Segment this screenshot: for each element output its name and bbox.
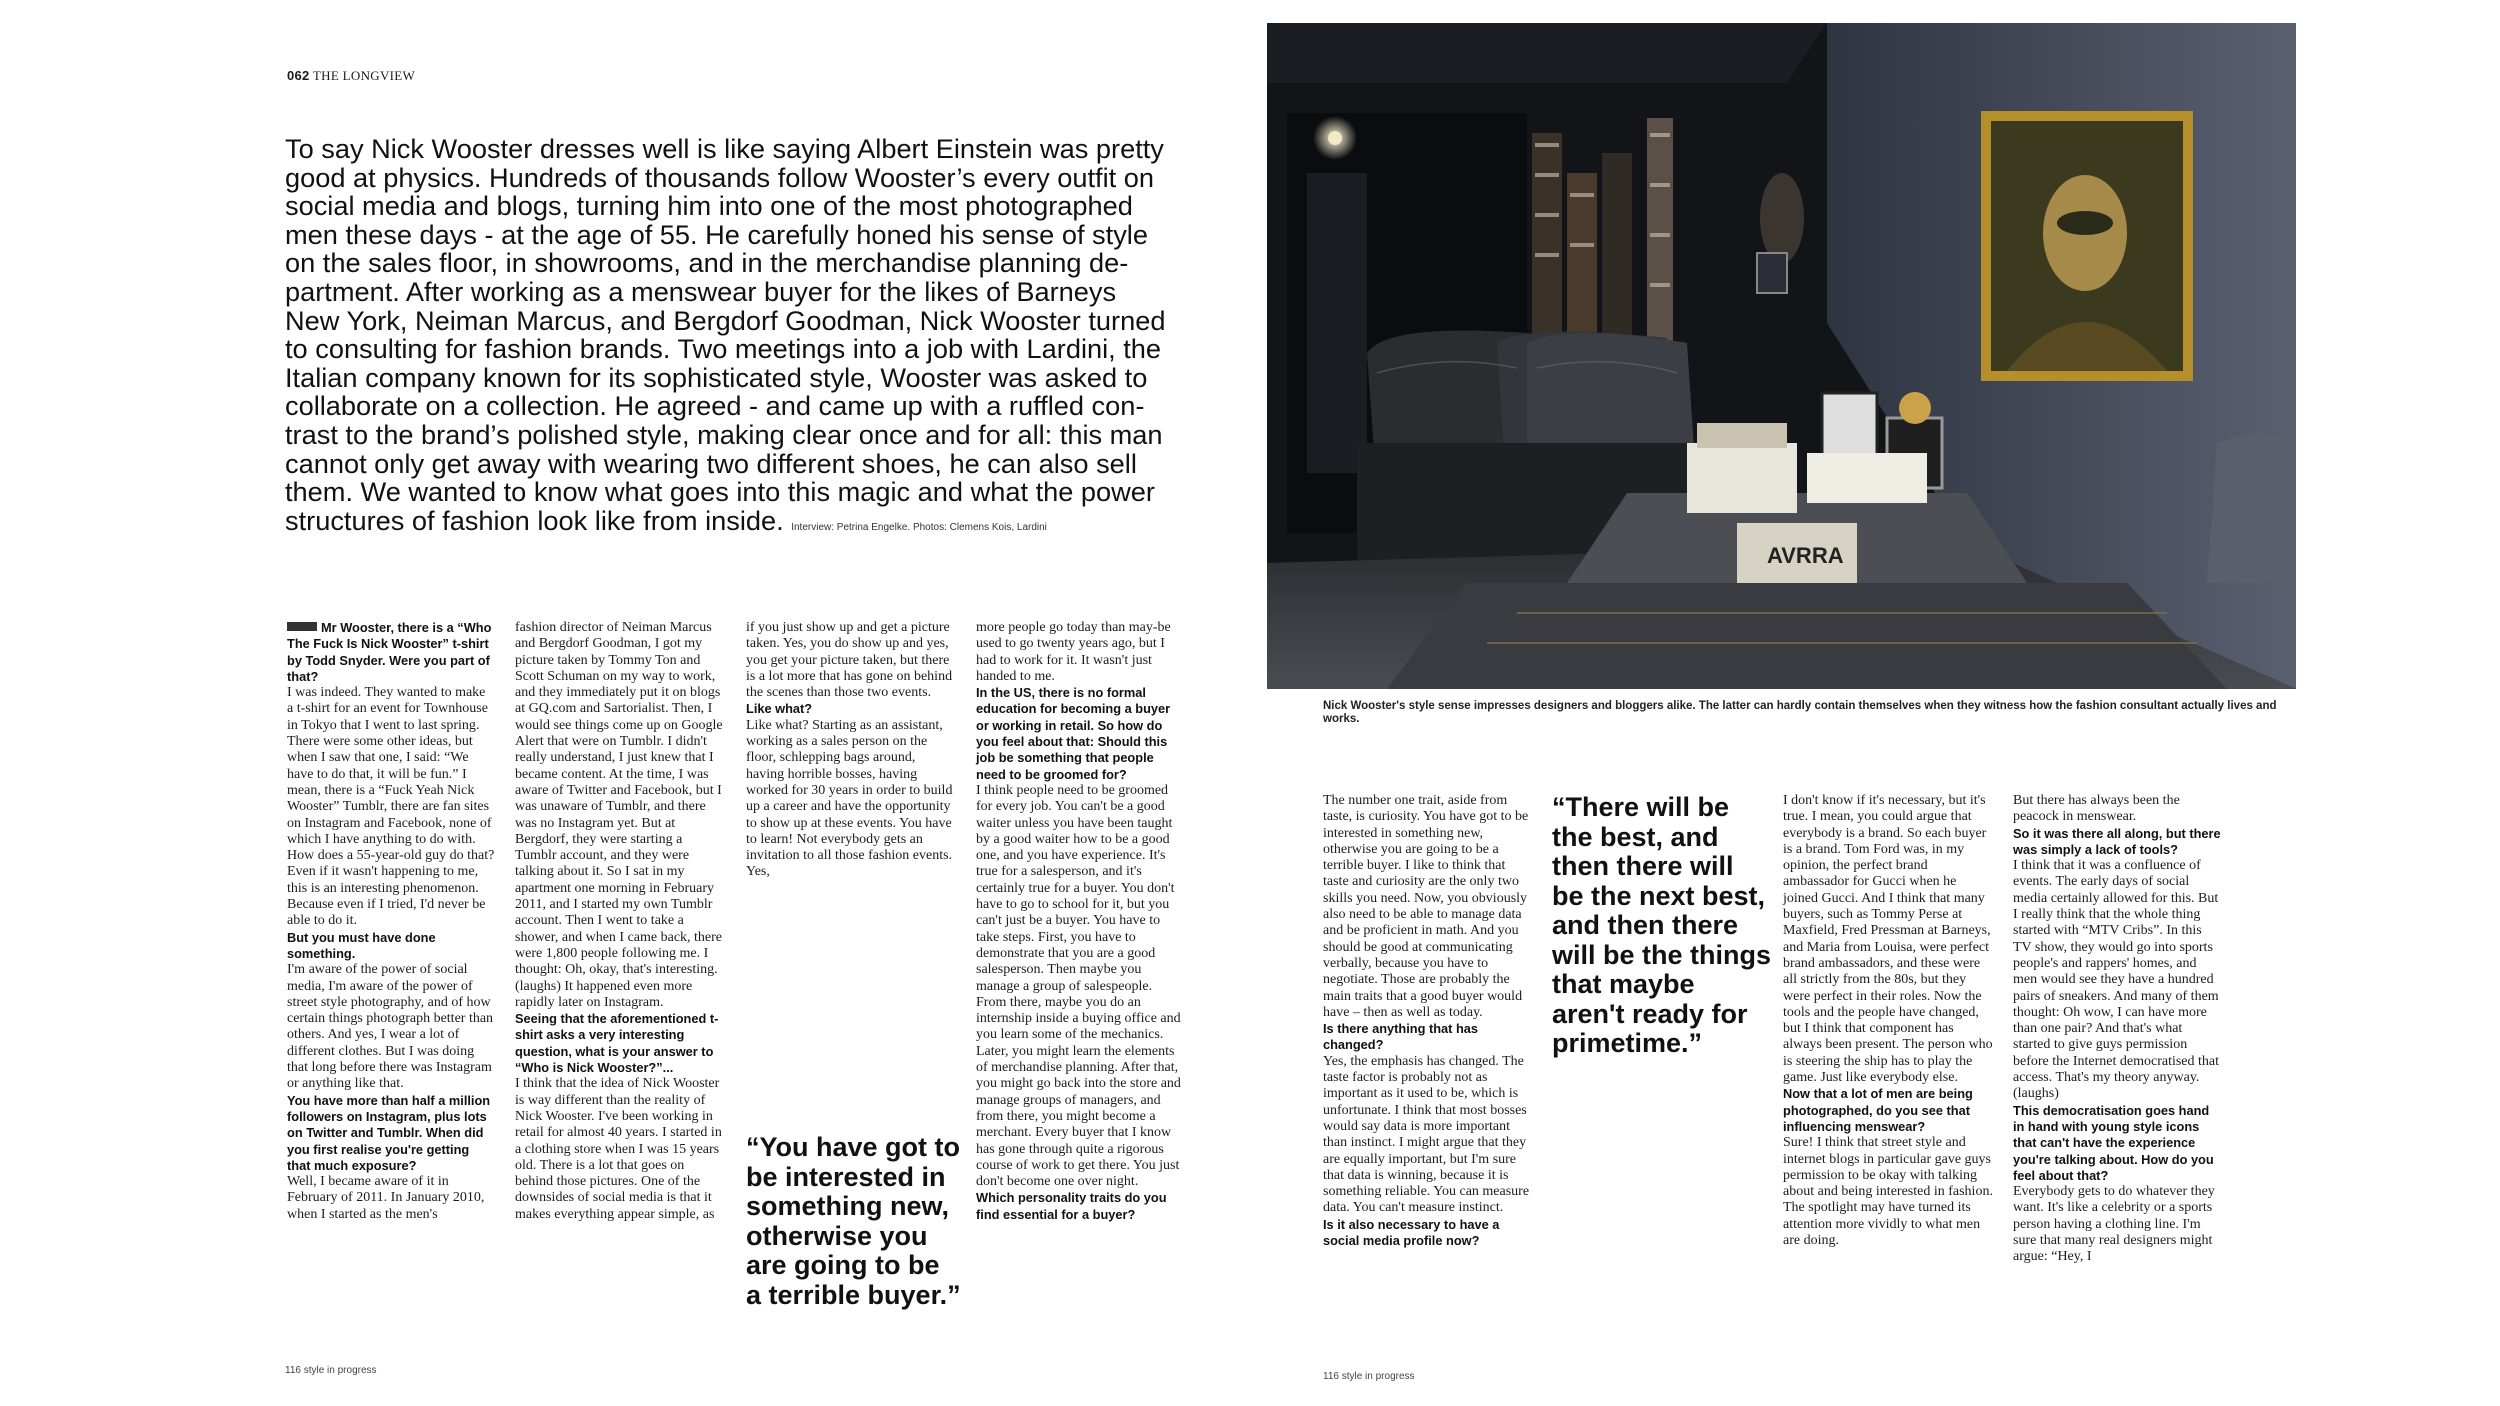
question: Is there anything that has changed? bbox=[1323, 1021, 1479, 1053]
question: Now that a lot of men are being photographed, do you see that influencing menswear? bbox=[1783, 1086, 1973, 1134]
answer: if you just show up and get a picture taken. Yes, you do show up and yes, you get your picture taken, but there is a lot more that has gone on behind the scenes than those two events. bbox=[746, 620, 953, 701]
question: Seeing that the aforementioned t-shirt asks a very interesting question, what is your answer to “Who is Nick Wooster?”... bbox=[515, 1011, 719, 1076]
intro-last-line: structures of fashion look like from inside. bbox=[285, 504, 784, 536]
question: Is it also necessary to have a social media profile now? bbox=[1323, 1216, 1500, 1249]
text-column-4 bbox=[976, 620, 1184, 1223]
section-marker-bar bbox=[287, 622, 317, 631]
running-header bbox=[287, 68, 415, 84]
text-column-6 bbox=[1783, 793, 1993, 1249]
answer: I don't know if it's necessary, but it's true. I mean, you could argue that everybody is a brand. So each buyer is a brand. Tom Ford was, in my opinion, the perfect brand ambassador for Gucci when he joined Gucci. And I think that many buyers, such as Tommy Perse at Maxfield, Fred Pressman at Barneys, and Maria from Louisa, were perfect brand ambassadors, and these were all strictly from the 80s, but they were perfect in their roles. Now the tools and the people have changed, but I think that component has always been present. The person who is steering the ship has to play the game. Just like everybody else. bbox=[1783, 793, 1993, 1086]
intro-line: partment. After working as a menswear buyer for the likes of Barneys bbox=[285, 275, 1117, 307]
intro-line: collaborate on a collection. He agreed - and came up with a ruffled con- bbox=[285, 390, 1145, 422]
book-spine-text: AVRRA bbox=[1767, 543, 1844, 568]
intro-line: New York, Neiman Marcus, and Bergdorf Goodman, Nick Wooster turned bbox=[285, 304, 1166, 336]
page-footer: 116 style in progress bbox=[1323, 1371, 1415, 1382]
question: In the US, there is no formal education for becoming a buyer or working in retail. So how do you feel about that: Should this job be something that people need to be groomed for? bbox=[976, 685, 1171, 782]
page-footer: 116 style in progress bbox=[285, 1365, 377, 1376]
intro-line: to consulting for fashion brands. Two meetings into a job with Lardini, the bbox=[285, 333, 1162, 365]
question: Like what? bbox=[746, 701, 813, 717]
right-page bbox=[1240, 0, 2500, 1406]
intro-line: trast to the brand’s polished style, making clear once and for all: this man bbox=[285, 418, 1163, 450]
question: So it was there all along, but there was simply a lack of tools? bbox=[2013, 825, 2221, 857]
intro-line: cannot only get away with wearing two different shoes, he can also sell bbox=[285, 447, 1137, 479]
text-column-3 bbox=[746, 620, 954, 881]
answer: I think people need to be groomed for every job. You can't be a good waiter unless you have been taught by a good waiter how to be a good one, and you have experience. It's true for a salesperson, and it's certainly true for a buyer. You don't have to go to school for it, but you can't just be a buyer. You have to take steps. First, you have to demonstrate that you are a good salesperson. Then maybe you manage a group of salespeople. From there, maybe you do an internship inside a buying office and you learn some of the mechanics. Later, you might learn the elements of merchandise planning. After that, you might go back into the store and manage groups of managers, and from there, you might become a merchant. Every buyer that I know has gone through quite a rigorous course of work to get there. You just don't become one over night. bbox=[976, 782, 1181, 1190]
answer: Yes, the emphasis has changed. The taste factor is probably not as important as it used to be, which is unfortunate. I think that most bosses would say data is more important than instinct. I might argue that they are equally important, but I'm sure that data is winning, because it is something reliable. You can measure data. You can't measure instinct. bbox=[1323, 1053, 1530, 1216]
text-column-1 bbox=[287, 620, 495, 1223]
answer: Like what? Starting as an assistant, working as a sales person on the floor, schlepping bags around, having horrible bosses, having worked for 30 years in order to build up a career and have the opportunity to show up at these events. You have to learn! Not everybody gets an invitation to all those fashion events. Yes, bbox=[746, 717, 953, 880]
intro-line bbox=[285, 504, 1190, 536]
interior-photo bbox=[1267, 23, 2296, 689]
text-column-2 bbox=[515, 620, 723, 1223]
intro-line: men these days - at the age of 55. He carefully honed his sense of style bbox=[285, 218, 1148, 250]
intro-line: them. We wanted to know what goes into this magic and what the power bbox=[285, 476, 1155, 508]
question: This democratisation goes hand in hand with young style icons that can't have the experience you're talking about. How do you feel about that? bbox=[2013, 1102, 2214, 1183]
photo-illustration bbox=[1267, 23, 2296, 689]
question: You have more than half a million followers on Instagram, plus lots on Twitter and Tumblr. When did you first realise you're getting that much exposure? bbox=[287, 1092, 491, 1173]
answer: fashion director of Neiman Marcus and Bergdorf Goodman, I got my picture taken by Tommy Ton and Scott Schuman on my way to work, and they immediately put it on blogs at GQ.com and Sartorialist. Then, I would see things come up on Google Alert that were on Tumblr. I didn't really understand, I just knew that I became content. At the time, I was aware of Twitter and Facebook, but I was unaware of Tumblr, and there was no Instagram yet. But at Bergdorf, they were starting a Tumblr account, and they were talking about it. So I sat in my apartment one morning in February 2011, and I started my own Tumblr account. Then I went to take a shower, and when I came back, there were 1,800 people following me. I thought: Oh, okay, that's interesting. (laughs) It happened even more rapidly later on Instagram. bbox=[515, 620, 723, 1010]
intro-line: good at physics. Hundreds of thousands follow Wooster’s every outfit on bbox=[285, 161, 1154, 193]
section-title: THE LONGVIEW bbox=[312, 68, 416, 83]
answer: The number one trait, aside from taste, is curiosity. You have got to be interested in something new, otherwise you are going to be a terrible buyer. I like to think that taste and curiosity are the only two skills you need. Now, you obviously also need to be able to manage data and be proficient in math. And you should be good at communicating verbally, because you have to negotiate. Those are probably the main traits that a good buyer would have – then as well as today. bbox=[1323, 793, 1529, 1020]
text-column-7 bbox=[2013, 793, 2223, 1266]
answer: more people go today than may-be used to go twenty years ago, but I had to work for it. It wasn't just handed to me. bbox=[976, 620, 1171, 684]
answer: Everybody gets to do whatever they want. It's like a celebrity or a sports person having a clothing line. I'm sure that many real designers might argue: “Hey, I bbox=[2013, 1184, 2215, 1265]
question: Which personality traits do you find essential for a buyer? bbox=[976, 1190, 1167, 1222]
intro-paragraph bbox=[285, 135, 1190, 535]
pull-quote: “You have got to be interested in something new, otherwise you are going to be a terrible buyer.” bbox=[746, 1132, 961, 1310]
answer: I think that the idea of Nick Wooster is way different than the reality of Nick Wooster. I've been working in retail for almost 40 years. I started in a clothing store when I was 15 years old. There is a lot that goes on behind those pictures. One of the downsides of social media is that it makes everything appear simple, as bbox=[515, 1076, 722, 1222]
answer: I think that it was a confluence of events. The early days of social media certainly allowed for this. But I really think that the whole thing started with “MTV Cribs”. In this TV show, they would go into sports people's and rappers' homes, and men would see they have a hundred pairs of sneakers. And many of them thought: Oh wow, I can have more than one pair? And that's what started to give guys permission before the Internet democratised that access. That's my theory anyway. (laughs) bbox=[2013, 858, 2220, 1102]
answer: I'm aware of the power of social media, I'm aware of the power of street style photography, and of how certain things photograph better than others. And yes, I wear a lot of different clothes. But I was doing that long before there was Instagram or anything like that. bbox=[287, 962, 494, 1092]
intro-line: To say Nick Wooster dresses well is like saying Albert Einstein was pretty bbox=[285, 133, 1164, 164]
question: Mr Wooster, there is a “Who The Fuck Is Nick Wooster” t-shirt by Todd Snyder. Were you part of that? bbox=[287, 620, 492, 684]
pull-quote: “There will be the best, and then there will be the next best, and then there will be the things that maybe aren't ready for primetime.” bbox=[1552, 792, 1772, 1058]
answer: Well, I became aware of it in February of 2011. In January 2010, when I started as the men's bbox=[287, 1174, 485, 1222]
left-page bbox=[0, 0, 1240, 1406]
intro-line: social media and blogs, turning him into one of the most photographed bbox=[285, 190, 1133, 222]
intro-line: Italian company known for its sophisticated style, Wooster was asked to bbox=[285, 361, 1148, 393]
question: But you must have done something. bbox=[287, 929, 436, 961]
photo-credit: Interview: Petrina Engelke. Photos: Clemens Kois, Lardini bbox=[791, 521, 1047, 533]
answer: I was indeed. They wanted to make a t-shirt for an event for Townhouse in Tokyo that I went to last spring. There were some other ideas, but when I saw that one, I said: “We have to do that, it will be fun.” I mean, there is a “Fuck Yeah Nick Wooster” Tumblr, there are fan sites on Instagram and Facebook, none of which I have anything to do with. How does a 55-year-old guy do that? Even if it wasn't happening to me, this is an interesting phenomenon. Because even if I tried, I'd never be able to do it. bbox=[287, 685, 495, 929]
intro-line: on the sales floor, in showrooms, and in the merchandise planning de- bbox=[285, 247, 1129, 279]
photo-caption: Nick Wooster's style sense impresses designers and bloggers alike. The latter can hardly contain themselves when they witness how the fashion consultant actually lives and works. bbox=[1323, 700, 2277, 725]
answer: Sure! I think that street style and internet blogs in particular gave guys permission to be okay with talking about and being interested in fashion. The spotlight may have turned its attention more vividly to what men are doing. bbox=[1783, 1135, 1993, 1249]
text-column-5 bbox=[1323, 793, 1533, 1249]
page-number: 062 bbox=[287, 68, 310, 83]
answer: But there has always been the peacock in menswear. bbox=[2013, 793, 2180, 825]
